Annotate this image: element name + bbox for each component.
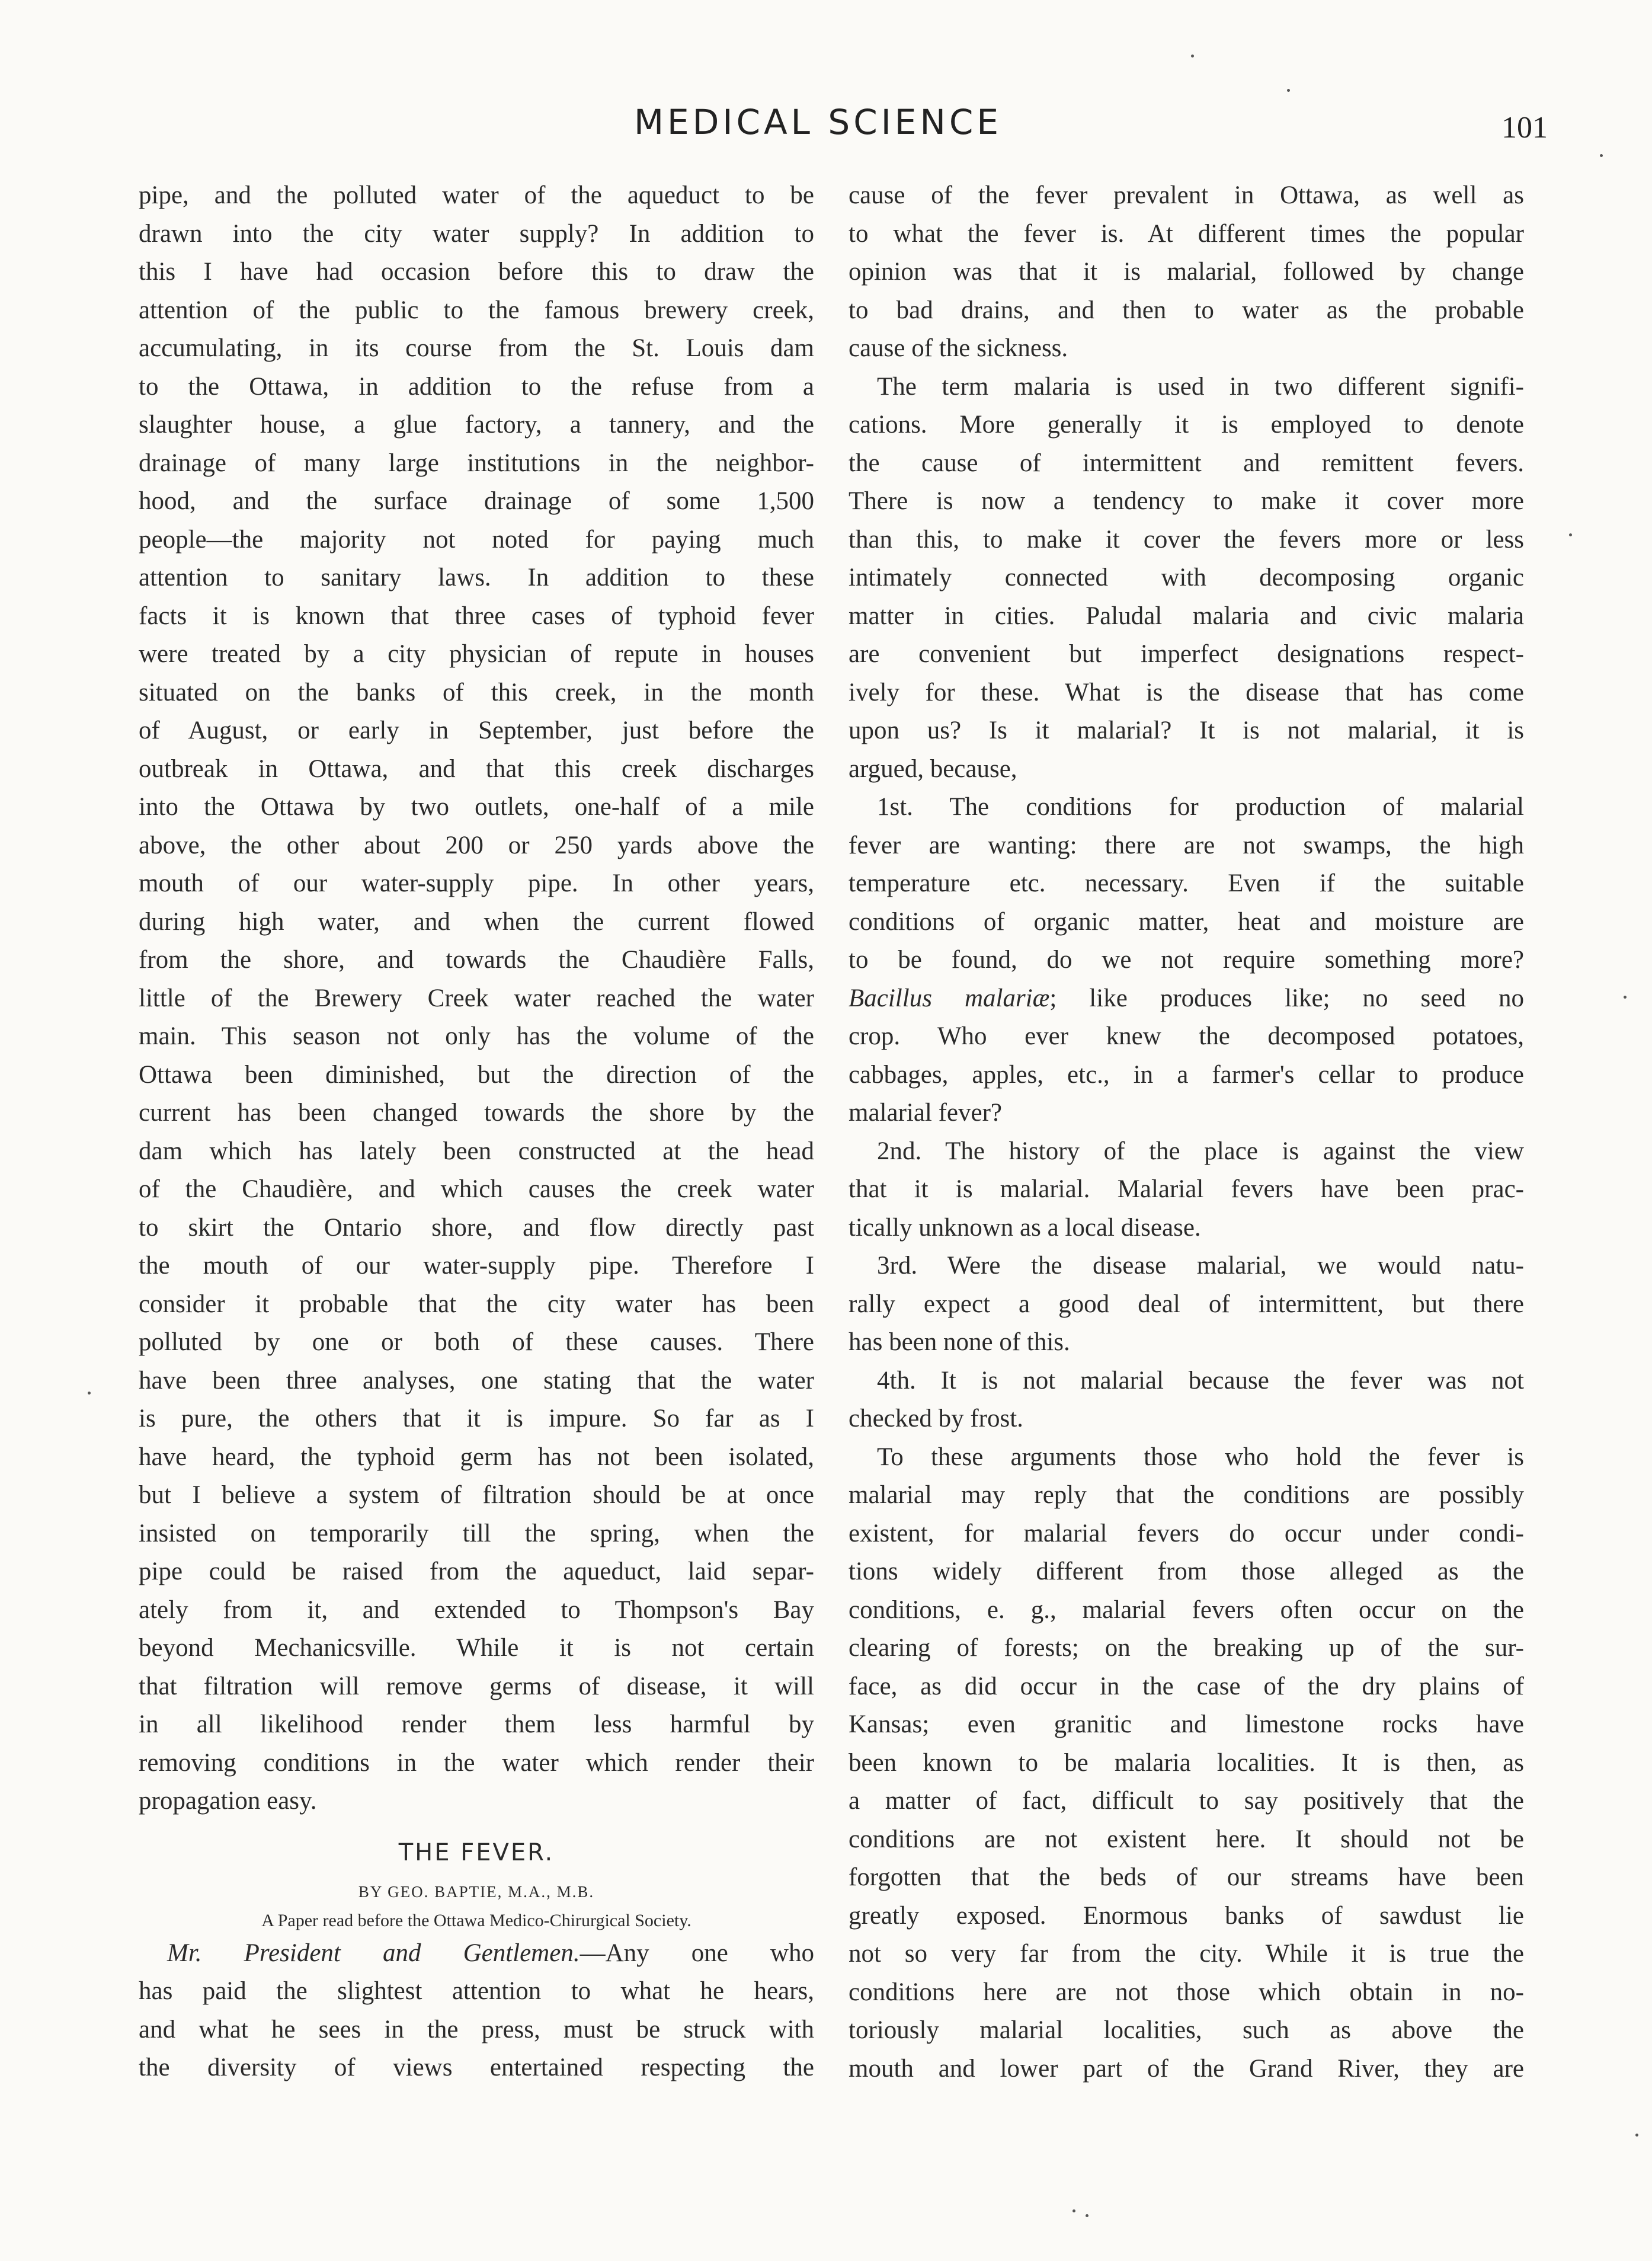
text-line: a matter of fact, difficult to say positively that the — [849, 1787, 1524, 1815]
text-line: malarial fever? — [849, 1099, 1003, 1127]
text-line: attention of the public to the famous brewery creek, — [139, 296, 814, 324]
text-line: to the Ottawa, in addition to the refuse from a — [139, 372, 814, 401]
text-line: There is now a tendency to make it cover more — [849, 487, 1524, 515]
text-line: mouth and lower part of the Grand River, they are — [849, 2054, 1524, 2083]
text-line: removing conditions in the water which render their — [139, 1748, 814, 1777]
text-line: the diversity of views entertained respecting the — [139, 2054, 814, 2081]
text-line: polluted by one or both of these causes. There — [139, 1328, 814, 1356]
text-line: beyond Mechanicsville. While it is not certain — [139, 1634, 814, 1662]
text-line: pipe could be raised from the aqueduct, laid separ- — [139, 1558, 814, 1585]
text-line: hood, and the surface drainage of some 1,500 — [139, 487, 814, 515]
text-line: is pure, the others that it is impure. So far as I — [139, 1405, 814, 1432]
text-line: pipe, and the polluted water of the aqueduct to be — [139, 181, 814, 209]
text-line: face, as did occur in the case of the dry plains of — [849, 1672, 1524, 1700]
running-head: MEDICAL SCIENCE — [634, 102, 1002, 142]
text-line: cause of the fever prevalent in Ottawa, as well as — [849, 181, 1524, 209]
text-line: toriously malarial localities, such as above the — [849, 2016, 1524, 2044]
text-line: into the Ottawa by two outlets, one-half of a mile — [139, 793, 814, 821]
text-line: during high water, and when the current flowed — [139, 907, 814, 936]
text-line: conditions here are not those which obtain in no- — [849, 1978, 1524, 2006]
text-line: 3rd. Were the disease malarial, we would natu- — [877, 1252, 1524, 1280]
text-line: dam which has lately been constructed at the head — [139, 1137, 814, 1165]
article-byline: BY GEO. BAPTIE, M.A., M.B. — [358, 1882, 595, 1901]
text-line: mouth of our water-supply pipe. In other years, — [139, 869, 814, 897]
text-line: not so very far from the city. While it is true the — [849, 1940, 1524, 1968]
text-line: matter in cities. Paludal malaria and civic malaria — [849, 602, 1524, 630]
text-line: clearing of forests; on the breaking up of the sur- — [849, 1634, 1524, 1662]
text-line: checked by frost. — [849, 1405, 1023, 1432]
text-line: have heard, the typhoid germ has not been isolated, — [139, 1443, 814, 1471]
text-line: people—the majority not noted for paying much — [139, 525, 814, 554]
salutation: Mr. President and Gentlemen. — [167, 1939, 580, 1967]
text-line: greatly exposed. Enormous banks of sawdust lie — [849, 1901, 1524, 1930]
text-line: and what he sees in the press, must be struck with — [139, 2015, 814, 2043]
text-line: To these arguments those who hold the fever is — [877, 1443, 1524, 1471]
article-note: A Paper read before the Ottawa Medico-Chirurgical Society. — [261, 1910, 691, 1930]
text-line: attention to sanitary laws. In addition to these — [139, 564, 814, 591]
text-line: has paid the slightest attention to what he hears, — [139, 1977, 814, 2005]
text-line: existent, for malarial fevers do occur under condi- — [849, 1519, 1524, 1547]
text-line: has been none of this. — [849, 1328, 1070, 1356]
text-line: main. This season not only has the volume of the — [139, 1022, 814, 1050]
text-line: temperature etc. necessary. Even if the suitable — [849, 869, 1524, 897]
text-line: insisted on temporarily till the spring, when the — [139, 1519, 814, 1547]
text-line: facts it is known that three cases of typhoid fever — [139, 602, 814, 630]
text-fragment: —Any one who — [580, 1939, 814, 1967]
text-line: from the shore, and towards the Chaudière Falls, — [139, 946, 814, 974]
text-line — [139, 1934, 814, 1973]
text-line: 1st. The conditions for production of malarial — [877, 793, 1524, 821]
text-line: drainage of many large institutions in the neighbor- — [139, 449, 814, 477]
text-line: ately from it, and extended to Thompson's Bay — [139, 1595, 814, 1624]
right-column-text — [849, 177, 1524, 2088]
text-line: argued, because, — [849, 754, 1017, 783]
right-column — [849, 177, 1524, 2088]
text-line: cause of the sickness. — [849, 334, 1068, 362]
text-line: but I believe a system of filtration should be at once — [139, 1481, 814, 1509]
text-line: drawn into the city water supply? In addition to — [139, 219, 814, 248]
text-line: propagation easy. — [139, 1787, 317, 1815]
text-line: intimately connected with decomposing organic — [849, 564, 1524, 591]
text-line: the cause of intermittent and remittent fevers. — [849, 449, 1524, 477]
text-line: accumulating, in its course from the St. Louis dam — [139, 334, 814, 362]
text-line: consider it probable that the city water has been — [139, 1290, 814, 1318]
italic-term: Bacillus malariæ — [849, 984, 1050, 1012]
text-line: to what the fever is. At different times the popular — [849, 219, 1524, 248]
article-title: THE FEVER. — [398, 1838, 555, 1866]
text-line: than this, to make it cover the fevers more or less — [849, 525, 1524, 554]
text-line: Bacillus malariæ; like produces like; no seed no — [849, 984, 1524, 1012]
text-line: been known to be malaria localities. It is then, as — [849, 1748, 1524, 1777]
text-line: slaughter house, a glue factory, a tannery, and the — [139, 411, 814, 439]
text-line: tically unknown as a local disease. — [849, 1213, 1201, 1242]
text-line: to be found, do we not require something more? — [849, 946, 1524, 974]
left-column-text — [139, 177, 814, 1821]
text-line: of the Chaudière, and which causes the creek water — [139, 1175, 814, 1203]
text-line: to bad drains, and then to water as the probable — [849, 296, 1524, 324]
text-line: conditions of organic matter, heat and moisture are — [849, 907, 1524, 936]
text-line: outbreak in Ottawa, and that this creek discharges — [139, 754, 814, 783]
text-line: crop. Who ever knew the decomposed potatoes, — [849, 1022, 1524, 1050]
text-line: in all likelihood render them less harmful by — [139, 1710, 814, 1738]
text-line: Kansas; even granitic and limestone rocks have — [849, 1710, 1524, 1738]
text-line: that filtration will remove germs of disease, it will — [139, 1672, 814, 1700]
text-line: ively for these. What is the disease that has come — [849, 678, 1524, 706]
text-line: conditions, e. g., malarial fevers often occur on the — [849, 1595, 1524, 1624]
text-line: are convenient but imperfect designations respect- — [849, 640, 1524, 668]
text-line: this I have had occasion before this to draw the — [139, 258, 814, 286]
text-line: opinion was that it is malarial, followed by change — [849, 258, 1524, 286]
page-number: 101 — [1501, 111, 1548, 145]
text-line: upon us? Is it malarial? It is not malarial, it is — [849, 717, 1524, 744]
text-line: little of the Brewery Creek water reached the water — [139, 984, 814, 1012]
text-line: the mouth of our water-supply pipe. Therefore I — [139, 1252, 814, 1280]
text-line: to skirt the Ontario shore, and flow directly past — [139, 1213, 814, 1242]
text-line: conditions are not existent here. It should not be — [849, 1825, 1524, 1853]
text-line: 4th. It is not malarial because the fever was not — [877, 1366, 1524, 1395]
text-line: Ottawa been diminished, but the direction of the — [139, 1060, 814, 1089]
text-line: 2nd. The history of the place is against the view — [877, 1137, 1524, 1165]
text-line: cabbages, apples, etc., in a farmer's cellar to produce — [849, 1060, 1524, 1089]
text-line: of August, or early in September, just before the — [139, 717, 814, 744]
text-line: fever are wanting: there are not swamps, the high — [849, 831, 1524, 859]
text-line: rally expect a good deal of intermittent, but there — [849, 1290, 1524, 1318]
text-line: tions widely different from those alleged as the — [849, 1558, 1524, 1585]
text-line: that it is malarial. Malarial fevers have been prac- — [849, 1175, 1524, 1203]
text-line: current has been changed towards the shore by the — [139, 1099, 814, 1127]
text-line: cations. More generally it is employed to denote — [849, 411, 1524, 439]
text-line: forgotten that the beds of our streams have been — [849, 1863, 1524, 1891]
text-line: situated on the banks of this creek, in the month — [139, 678, 814, 706]
left-column — [139, 177, 814, 2087]
text-line: malarial may reply that the conditions are possibly — [849, 1481, 1524, 1509]
text-line: The term malaria is used in two different signifi- — [877, 372, 1524, 401]
text-line: above, the other about 200 or 250 yards above the — [139, 831, 814, 859]
text-line: were treated by a city physician of repute in houses — [139, 640, 814, 668]
article-opening — [139, 1934, 814, 2087]
text-line: have been three analyses, one stating that the water — [139, 1366, 814, 1395]
